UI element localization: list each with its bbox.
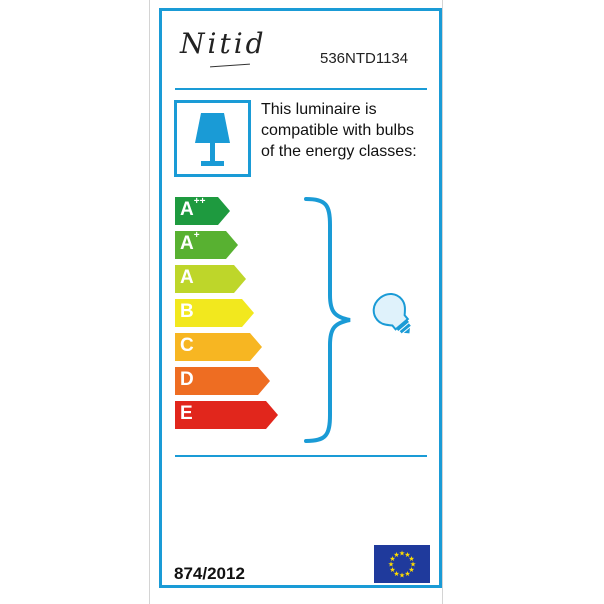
- energy-class-superscript: +: [193, 229, 200, 241]
- divider-top: [175, 88, 427, 90]
- energy-class-1: [175, 197, 230, 225]
- eu-star: ★: [387, 561, 395, 569]
- brand-underline: [210, 64, 250, 68]
- eu-star: ★: [393, 551, 400, 559]
- eu-star: ★: [389, 556, 396, 563]
- eu-star: ★: [404, 551, 411, 559]
- eu-flag-icon: [374, 545, 430, 583]
- energy-class-label: D: [180, 369, 194, 390]
- energy-class-superscript: ++: [193, 195, 206, 207]
- eu-star: ★: [408, 567, 415, 574]
- energy-class-5: [175, 333, 262, 361]
- energy-class-label: A: [180, 267, 194, 288]
- compatibility-line-3: of the energy classes:: [261, 143, 417, 160]
- brace-icon: [300, 195, 360, 445]
- eu-star: ★: [393, 571, 400, 579]
- energy-class-3: [175, 265, 246, 293]
- energy-class-6: [175, 367, 270, 395]
- eu-star: ★: [408, 556, 415, 563]
- energy-class-7: [175, 401, 278, 429]
- compatibility-line-2: compatible with bulbs: [261, 122, 414, 139]
- energy-label: [159, 8, 442, 588]
- eu-star: ★: [398, 572, 406, 580]
- compatibility-line-1: This luminaire is: [261, 101, 377, 118]
- energy-class-2: [175, 231, 238, 259]
- eu-star: ★: [398, 550, 406, 558]
- table-lamp-icon: [177, 103, 248, 174]
- compatibility-text: [261, 99, 417, 162]
- eu-star: ★: [404, 571, 411, 579]
- energy-class-label: B: [180, 301, 194, 322]
- lamp-icon-box: [174, 100, 251, 177]
- brand-logo: Nitid: [180, 27, 267, 60]
- eu-star: ★: [409, 561, 417, 569]
- eu-stars: [374, 545, 430, 583]
- divider-bottom: [175, 455, 427, 457]
- energy-class-label: E: [180, 403, 193, 424]
- eu-star: ★: [389, 567, 396, 574]
- model-code: 536NTD1134: [320, 50, 409, 67]
- light-bulb-icon: [368, 289, 420, 341]
- energy-class-label: A++: [180, 195, 206, 220]
- energy-class-label: A+: [180, 229, 200, 254]
- regulation-number: 874/2012: [174, 564, 245, 583]
- energy-class-4: [175, 299, 254, 327]
- energy-class-label: C: [180, 335, 194, 356]
